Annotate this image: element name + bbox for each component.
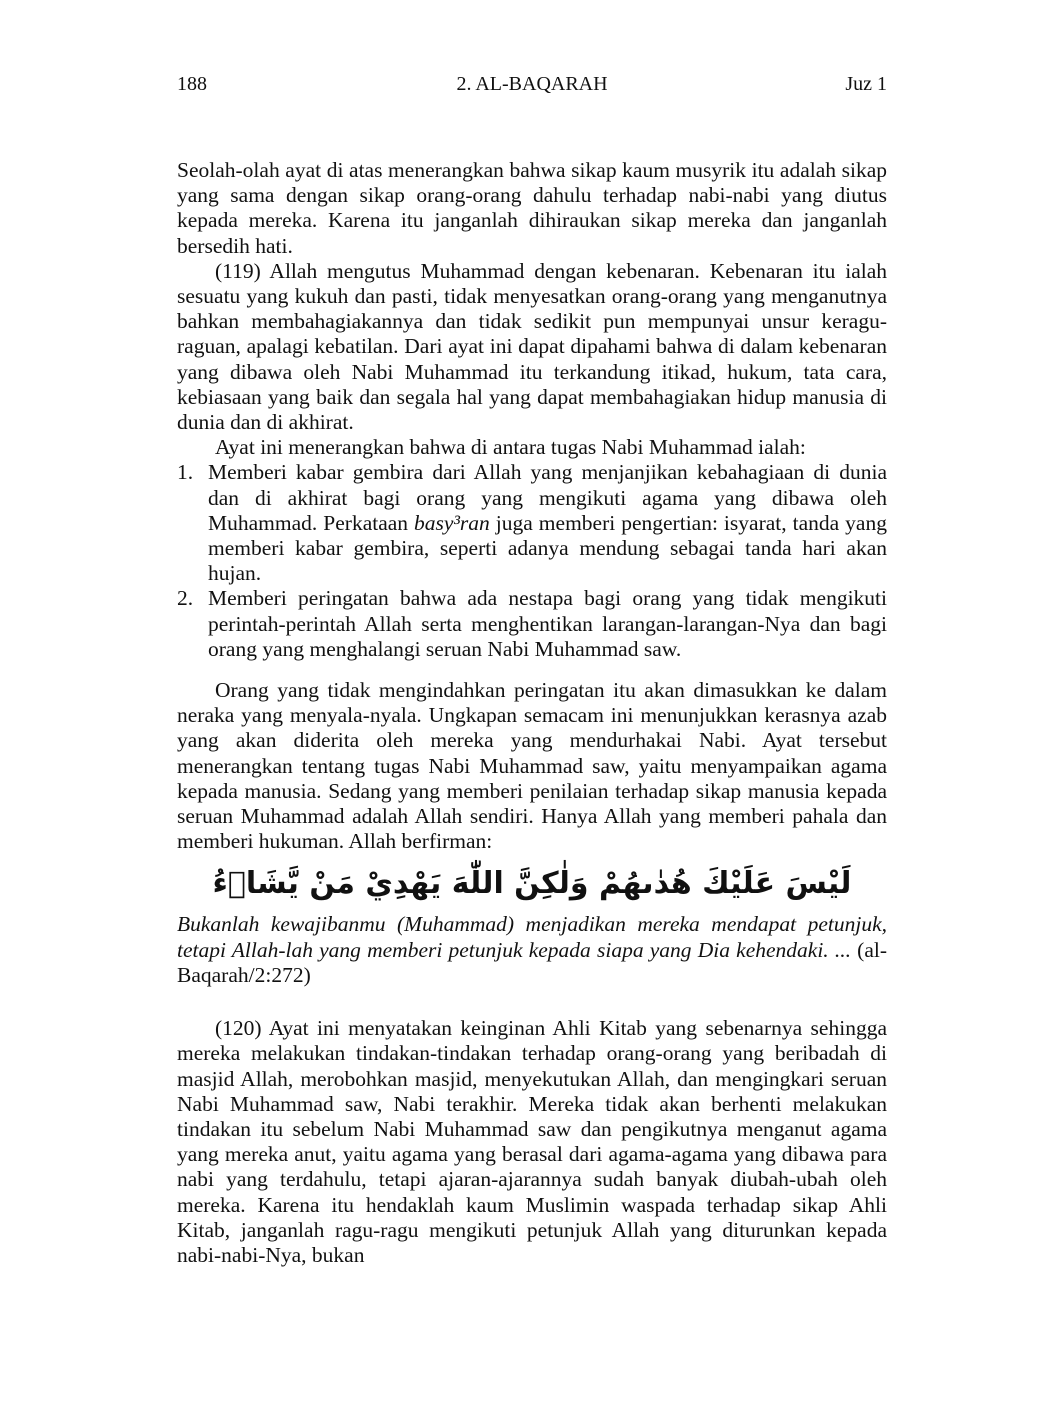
list-text: juga memberi pengertian: isyarat, tanda yang memberi kabar gembira, seperti adanya mendung sebagai tanda hari akan hujan. [208,510,887,586]
paragraph-1: Seolah-olah ayat di atas menerangkan bahwa sikap kaum musyrik itu adalah sikap yang sama dengan sikap orang-orang dahulu terhadap nabi-nabi yang diutus kepada mereka. Karena itu janganlah dihiraukan sikap mereka dan janganlah bersedih hati. [177,158,887,258]
list-number: 1. [177,460,194,485]
list-item [177,460,887,586]
paragraph-5: (120) Ayat ini menyatakan keinginan Ahli Kitab yang sebenarnya sehingga mereka melakukan tindakan-tindakan terhadap orang-orang yang beribadah di masjid Allah, merobohkan masjid, menyekutukan Allah, dan mengingkari seruan Nabi Muhammad saw, Nabi terakhir. Mereka tidak akan berhenti melakukan tindakan itu sebelum Nabi Muhammad saw dan pengikutnya menganut agama yang mereka anut, yaitu agama yang berasal dari agama-agama yang dibawa para nabi yang terdahulu, tetapi ajaran-ajarannya sudah banyak diubah-ubah oleh mereka. Karena itu hendaklah kaum Muslimin waspada terhadap sikap Ahli Kitab, janganlah ragu-ragu mengikuti petunjuk Allah yang diturunkan kepada nabi-nabi-Nya, bukan [177,1016,887,1267]
chapter-title: 2. AL-BAQARAH [456,73,608,95]
page-number: 188 [177,73,207,95]
list-item [177,586,887,662]
verse-translation-block [177,912,887,988]
arabic-verse: لَيْسَ عَلَيْكَ هُدٰىهُمْ وَلٰكِنَّ اللّٰهَ يَهْدِيْ مَنْ يَّشَاۤءُ [212,866,852,902]
body-text [177,158,887,1268]
list-number: 2. [177,586,194,611]
italic-term: basy³ran [414,510,490,535]
list-text: Memberi peringatan bahwa ada nestapa bagi orang yang tidak mengikuti perintah-perintah Allah serta menghentikan larangan-larangan-Nya dan bagi orang yang menghalangi seruan Nabi Muhammad saw. [208,586,887,661]
juz-label: Juz 1 [845,73,887,95]
paragraph-2: (119) Allah mengutus Muhammad dengan kebenaran. Kebenaran itu ialah sesuatu yang kukuh dan pasti, tidak menyesatkan orang-orang yang menganutnya bahkan membahagiakannya dan tidak sedikit pun mempunyai unsur keragu-raguan, apalagi kebatilan. Dari ayat ini dapat dipahami bahwa di dalam kebenaran yang dibawa oleh Nabi Muhammad itu terkandung itikad, hukum, tata cara, kebiasaan yang baik dan segala hal yang dapat membahagiakan hidup manusia di dunia dan di akhirat. [177,258,887,435]
list-text: Memberi kabar gembira dari Allah yang menjanjikan kebahagiaan di dunia dan di akhirat bagi orang yang mengikuti agama yang dibawa oleh Muhammad. Perkataan [208,460,887,535]
duty-list [177,460,887,662]
paragraph-4: Orang yang tidak mengindahkan peringatan itu akan dimasukkan ke dalam neraka yang menyala-nyala. Ungkapan semacam ini menunjukkan kerasnya azab yang akan diderita oleh mereka yang mendurhakai Nabi. Ayat tersebut menerangkan tentang tugas Nabi Muhammad saw, yaitu menyampaikan agama kepada manusia. Sedang yang memberi penilaian terhadap sikap manusia kepada seruan Muhammad adalah Allah sendiri. Hanya Allah yang memberi pahala dan memberi hukuman. Allah berfirman: [177,678,887,854]
paragraph-3: Ayat ini menerangkan bahwa di antara tugas Nabi Muhammad ialah: [215,435,806,460]
verse-translation: Bukanlah kewajibanmu (Muhammad) menjadikan mereka mendapat petunjuk, tetapi Allah-lah yang memberi petunjuk kepada siapa yang Dia kehendaki. ... [177,912,887,962]
verse-reference: (al-Baqarah/2:272) [177,937,887,987]
